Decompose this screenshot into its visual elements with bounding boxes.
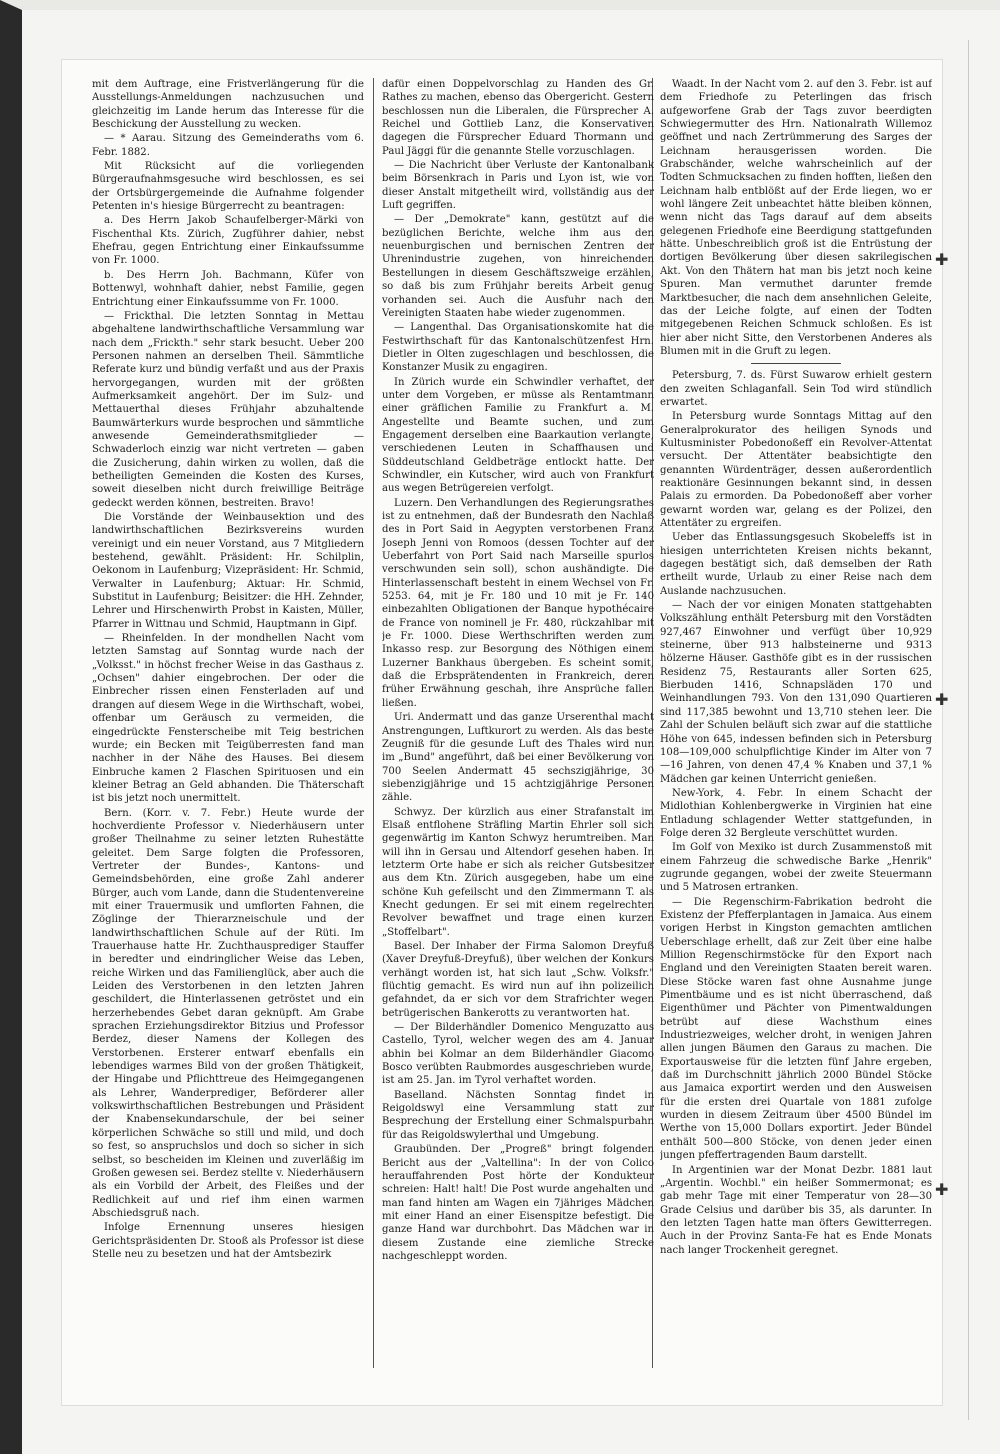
page-edge — [968, 40, 989, 1420]
section-divider — [751, 363, 841, 364]
article-paragraph: In Zürich wurde ein Schwindler verhaftet, der unter dem Vorgeben, er müsse als Rentamtmann einer gräflichen Familie zu Frankfurt a. M. Angestellte und Beamte suchen, und zum Engagement derselben eine Baarkaution verlangte, verschiedenen Leuten in Schaffhausen und Süddeutschland Geldbeträge entlockt hatte. Der Schwindler, ein Kutscher, wird auch von Frankfurt aus wegen Betrügereien verfolgt. — [382, 376, 654, 495]
article-paragraph: dafür einen Doppelvorschlag zu Handen des Gr. Rathes zu machen, ebenso das Obergericht. Gestern beschlossen nun die Liberalen, die Fürsprecher A. Reichel und Gottlieb Lanz, die Konservativen dagegen die Fürsprecher Eduard Thormann und Paul Jäggi für die genannte Stelle vorzuschlagen. — [382, 79, 654, 157]
article-paragraph: In Petersburg wurde Sonntags Mittag auf den Generalprokurator des heiligen Synods und Kultusminister Pobedonoßeff ein Revolver-Attentat versucht. Der Attentäter beabsichtigte den genannten Würdenträger, dessen außerordentlich reaktionäre Gesinnungen bekannt sind, in dessen Palais zu ermorden. Da Pobedonoßeff aber vorher gewarnt worden war, gelang es der Polizei, den Attentäter zu ergreifen. — [660, 411, 932, 529]
article-paragraph: Bern. (Korr. v. 7. Febr.) Heute wurde der hochverdiente Professor v. Niederhäusern unter großer Theilnahme zu seiner letzten Ruhestätte geleitet. Dem Sarge folgten die Professoren, Vertreter der Bundes-, Kantons- und Gemeindsbehörden, eine große Zahl anderer Bürger, auch vom Lande, dann die Studentenvereine mit einer Trauermusik und umflorten Fahnen, die Zöglinge der Thierarzneischule und der landwirthschaftlichen Schule auf der Rüti. Im Trauerhause hatte Hr. Zuchthausprediger Stauffer in beredter und eindringlicher Weise das Leben, reiche Wirken und das Familienglück, aber auch die Leiden des Verstorbenen in den letzten Jahren geschildert, die Hinterlassenen getröstet und ein herzerhebendes Gebet daran geknüpft. Am Grabe sprachen Erziehungsdirektor Bitzius und Professor Berdez, dieser Namens der Kollegen des Verstorbenen. Ersterer entwarf ebenfalls ein lebendiges warmes Bild von der großen Thätigkeit, der Hingabe und Pflichttreue des Heimgegangenen als Lehrer, Wanderprediger, Beförderer aller volkswirthschaftlichen Bestrebungen und Präsident der Knabensekundarschule, der bei seiner körperlichen Schwäche so still und mild, und doch so fest, so anspruchslos und doch so sicher in sich selbst, so bescheiden im Kleinen und zuverläßig im Großen gewesen sei. Berdez stellte v. Niederhäusern als ein Vorbild der Arbeit, des Fleißes und der Redlichkeit auf und rief ihm einen warmen Abschiedsgruß nach. — [92, 807, 364, 1219]
newspaper-page — [62, 60, 942, 1405]
article-paragraph: — Der „Demokrate" kann, gestützt auf die bezüglichen Berichte, welche ihm aus den neuenburgischen und bernischen Zentren der Uhrenindustrie zugehen, von hinreichenden Bestellungen in diesem Geschäftszweige erzählen, so daß bis zum Frühjahr bereits Arbeit genug vorhanden sei. Auch die Ausfuhr nach den Vereinigten Staaten habe wieder zugenommen. — [382, 214, 654, 319]
article-paragraph: Luzern. Den Verhandlungen des Regierungsrathes ist zu entnehmen, daß der Bundesrath den Nachlaß des in Port Said in Aegypten verstorbenen Franz Joseph Jenni von Romoos (dessen Tochter auf der Ueberfahrt von Port Said nach Marseille spurlos verschwunden sein soll), schon aushändigte. Die Hinterlassenschaft besteht in einem Wechsel von Fr. 5253. 64, mit je Fr. 180 und 10 mit je Fr. 140 einbezahlten Obligationen der Banque hypothécaire de France von nominell je Fr. 480, rückzahlbar mit je Fr. 1000. Diese Werthschriften werden zum Inkasso resp. zur Besorgung des Nöthigen einem Luzerner Bankhaus übergeben. Es scheint somit, daß die Erbsprätendenten in Frankreich, deren früher Erwähnung geschah, ihre Ansprüche fallen ließen. — [382, 497, 654, 709]
column-3 — [660, 78, 932, 1378]
article-paragraph: — Der Bilderhändler Domenico Menguzatto aus Castello, Tyrol, welcher wegen des am 4. Januar abhin bei Kolmar an dem Bilderhändler Giacomo Bosco verübten Raubmordes ausgeschrieben wurde, ist am 25. Jan. im Tyrol verhaftet worden. — [382, 1022, 654, 1087]
article-paragraph: — Frickthal. Die letzten Sonntag in Mettau abgehaltene landwirthschaftliche Versammlung war nach dem „Frickth." sehr stark besucht. Ueber 200 Personen nahmen an derselben Theil. Sämmtliche Referate kurz und bündig verfaßt und aus der Praxis hervorgegangen, wurden mit der größten Aufmerksamkeit angehört. Der im Sulz- und Mettauerthal dieses Frühjahr abzuhaltende Baumwärterkurs wurde besprochen und sämmtliche anwesende Gemeinderathsmitglieder — Schwaderloch einzig war nicht vertreten — gaben die Zusicherung, dahin wirken zu wollen, daß die betheiligten Gemeinden die Kosten des Kurses, soweit dieselben nicht durch freiwillige Beiträge gedeckt werden können, bestreiten. Bravo! — [92, 310, 364, 509]
column-2 — [382, 78, 654, 1378]
article-paragraph: In Argentinien war der Monat Dezbr. 1881 laut „Argentin. Wochbl." ein heißer Sommermonat; es gab mehr Tage mit einer Temperatur von 28—30 Grade Celsius und darüber bis 35, als darunter. In den letzten Tagen hatte man öfters Gewitterregen. Auch in der Provinz Santa-Fe hat es Ende Monats nach langer Trockenheit geregnet. — [660, 1164, 932, 1256]
article-paragraph: Uri. Andermatt und das ganze Urserenthal macht Anstrengungen, Luftkurort zu werden. Als das beste Zeugniß für die gesunde Luft des Thales wird nun im „Bund" angeführt, daß bei einer Bevölkerung von 700 Seelen Andermatt 45 sechszigjährige, 30 siebenzigjährige und 15 achtzigjährige Personen zähle. — [382, 712, 654, 804]
article-paragraph: Ueber das Entlassungsgesuch Skobeleffs ist in hiesigen unterrichteten Kreisen nichts bekannt, dagegen bestätigt sich, daß demselben der Rath ertheilt wurde, Urlaub zu einer Reise nach dem Auslande nachzusuchen. — [660, 532, 932, 597]
article-paragraph: — Rheinfelden. In der mondhellen Nacht vom letzten Samstag auf Sonntag wurde nach der „Volksst." in höchst frecher Weise in das Gasthaus z. „Ochsen" dahier eingebrochen. Der oder die Einbrecher rissen einen Fensterladen auf und drangen auf diesem Wege in die Wirthschaft, wobei, offenbar um Geräusch zu vermeiden, die eingedrückte Fensterscheibe mit Teig bestrichen wurde; ein Becken mit Teigüberresten fand man nachher in der Nähe des Hauses. Bei diesem Einbruche kamen 2 Flaschen Spirituosen und ein kleiner Betrag an Geld abhanden. Die Thäterschaft ist bis jetzt noch unermittelt. — [92, 633, 364, 805]
article-paragraph: Im Golf von Mexiko ist durch Zusammenstoß mit einem Fahrzeug die schwedische Barke „Henrik" zugrunde gegangen, wobei der zweite Steuermann und 5 Matrosen ertranken. — [660, 842, 932, 894]
article-paragraph: Mit Rücksicht auf die vorliegenden Bürgeraufnahmsgesuche wird beschlossen, es sei der Ortsbürgergemeinde die Aufnahme folgender Petenten in's hiesige Bürgerrecht zu beantragen: — [92, 161, 364, 213]
article-paragraph: Waadt. In der Nacht vom 2. auf den 3. Febr. ist auf dem Friedhofe zu Peterlingen das frisch aufgeworfene Grab der Tags zuvor beerdigten Schwiegermutter des Hrn. Nationalrath Willemoz geöffnet und nach Zertrümmerung des Sarges der Leichnam herausgerissen worden. Die Grabschänder, welche wahrscheinlich auf der Todten Schmucksachen zu finden hofften, ließen den Leichnam halb entblößt auf der Erde liegen, wo er wohl längere Zeit unbeachtet hätte bleiben können, wenn nicht das Tags darauf auf dem abseits gelegenen Friedhofe eine Beerdigung stattgefunden hätte. Unbeschreiblich groß ist die Entrüstung der dortigen Bevölkerung über diesen sakrilegischen Akt. Von den Thätern hat man bis jetzt noch keine Spuren. Man vermuthet darunter fremde Marktbesucher, die nach dem ansehnlichen Geleite, das der Leiche folgte, auf einen der Todten mitgegebenen Reichen Schmuck schloßen. Es ist hier aber nicht Sitte, den Verstorbenen Anderes als Blumen mit in die Gruft zu legen. — [660, 79, 932, 357]
registration-mark-icon: ✚ — [935, 250, 949, 269]
article-paragraph: Die Vorstände der Weinbausektion und des landwirthschaftlichen Bezirksvereins wurden vereinigt und ein neuer Vorstand, aus 7 Mitgliedern bestehend, gewählt. Präsident: Hr. Schilplin, Oekonom in Laufenburg; Vizepräsident: Hr. Schmid, Verwalter in Laufenburg; Aktuar: Hr. Schmid, Substitut in Laufenburg; Beisitzer: die HH. Zehnder, Lehrer und Hirschenwirth Probst in Kaisten, Müller, Pfarrer in Wittnau und Schmid, Hauptmann in Gipf. — [92, 512, 364, 630]
article-paragraph: Basel. Der Inhaber der Firma Salomon Dreyfuß (Xaver Dreyfuß-Dreyfuß), über welchen der Konkurs verhängt worden ist, hat sich laut „Schw. Volksfr." flüchtig gemacht. Es wird nun auf ihn polizeilich gefahndet, da er sich vor dem Strafrichter wegen betrügerischen Bankerotts zu verantworten hat. — [382, 941, 654, 1019]
article-paragraph: — * Aarau. Sitzung des Gemeinderaths vom 6. Febr. 1882. — [92, 133, 364, 158]
article-paragraph: — Langenthal. Das Organisationskomite hat die Festwirthschaft für das Kantonalschützenfest Hrn. Dietler in Olten zugeschlagen und beschlossen, die Konstanzer Musik zu engagiren. — [382, 322, 654, 374]
article-paragraph: New-York, 4. Febr. In einem Schacht der Midlothian Kohlenbergwerke in Virginien hat eine Entladung schlagender Wetter stattgefunden, in Folge deren 32 Bergleute verschüttet wurden. — [660, 787, 932, 839]
registration-mark-icon: ✚ — [935, 690, 949, 709]
article-paragraph: — Nach der vor einigen Monaten stattgehabten Volkszählung enthält Petersburg mit den Vorstädten 927,467 Einwohner und verfügt über 10,929 steinerne, über 913 halbsteinerne und 9313 hölzerne Häuser. Gasthöfe gibt es in der russischen Residenz 75, Restaurants aller Sorten 625, Bierbuden 1416, Schnapsläden 170 und Weinhandlungen 793. Von den 131,090 Quartieren sind 117,385 bewohnt und 13,710 stehen leer. Die Zahl der Schulen beläuft sich zwar auf die stattliche Höhe von 645, indessen befinden sich in Petersburg 108—109,000 schulpflichtige Kinder im Alter von 7—16 Jahren, von denen 47,4 % Knaben und 37,1 % Mädchen gar keinen Unterricht genießen. — [660, 600, 932, 785]
article-paragraph: Baselland. Nächsten Sonntag findet in Reigoldswyl eine Versammlung statt zur Besprechung der Erstellung einer Schmalspurbahn für das Reigoldswylerthal und Umgebung. — [382, 1089, 654, 1141]
column-rule — [373, 78, 374, 1368]
article-paragraph: Petersburg, 7. ds. Fürst Suwarow erhielt gestern den zweiten Schlaganfall. Sein Tod wird stündlich erwartet. — [660, 370, 932, 408]
registration-mark-icon: ✚ — [935, 1180, 949, 1199]
article-paragraph: Graubünden. Der „Progreß" bringt folgenden Bericht aus der „Valtellina": In der von Colico herauffahrenden Post hörte der Kondukteur schreien: Halt! halt! Die Post wurde angehalten und man fand hinten am Wagen ein 7jähriges Mädchen mit einer Hand an einer Eisenspitze befestigt. Die ganze Hand war durchbohrt. Das Mädchen war in diesem Zustande eine ziemliche Strecke nachgeschleppt worden. — [382, 1144, 654, 1262]
article-paragraph: — Die Regenschirm-Fabrikation bedroht die Existenz der Pfefferplantagen in Jamaica. Aus einem vorigen Herbst in Kingston gemachten amtlichen Ueberschlage erhellt, daß zur Zeit über eine halbe Million Regenschirmstöcke für den Export nach England und den Vereinigten Staaten bereit waren. Diese Stöcke waren fast ohne Ausnahme junge Pimentbäume und es ist nicht überraschend, daß Eigenthümer und Pächter von Pimentwaldungen betrübt auf diese Wachsthum eines Industriezweiges, welcher droht, in wenigen Jahren allen jungen Bäumen den Garaus zu machen. Die Exportausweise für die letzten fünf Jahre ergeben, daß im Durchschnitt jährlich 2000 Bündel Stöcke aus Jamaica exportirt werden und den Ausweisen für die ersten drei Quartale von 1881 zufolge wurden in diesem Zeitraum über 4500 Bündel im Werthe von 15,000 Dollars exportirt. Jeder Bündel enthält 500—800 Stöcke, von denen jeder einen jungen pfeffertragenden Baum darstellt. — [660, 896, 932, 1162]
article-paragraph: b. Des Herrn Joh. Bachmann, Küfer von Bottenwyl, wohnhaft dahier, nebst Familie, gegen Entrichtung einer Einkaufssumme von Fr. 1000. — [92, 269, 364, 308]
article-paragraph: Infolge Ernennung unseres hiesigen Gerichtspräsidenten Dr. Stooß als Professor ist diese Stelle neu zu besetzen und hat der Amtsbezirk — [92, 1222, 364, 1260]
column-1 — [92, 78, 364, 1378]
article-paragraph: mit dem Auftrage, eine Fristverlängerung für die Ausstellungs-Anmeldungen nachzusuchen und gleichzeitig im Lande herum das Interesse für die Beschickung der Ausstellung zu wecken. — [92, 79, 364, 131]
article-paragraph: a. Des Herrn Jakob Schaufelberger-Märki von Fischenthal Kts. Zürich, Zugführer dahier, nebst Ehefrau, gegen Entrichtung einer Einkaufssumme von Fr. 1000. — [92, 215, 364, 267]
article-paragraph: — Die Nachricht über Verluste der Kantonalbank beim Börsenkrach in Paris und Lyon ist, wie von dieser Anstalt mitgetheilt wird, vollständig aus der Luft gegriffen. — [382, 160, 654, 212]
article-paragraph: Schwyz. Der kürzlich aus einer Strafanstalt im Elsaß entflohene Sträfling Martin Ehrler soll sich gegenwärtig im Kanton Schwyz herumtreiben. Man will ihn in Gersau und Altendorf gesehen haben. In letzterm Orte habe er sich als reicher Gutsbesitzer aus dem Ktn. Zürich ausgegeben, habe um eine schöne Kuh gefeilscht und den Zimmermann T. als Knecht gedungen. Er sei mit einem regelrechten Revolver bewaffnet und trage einen kurzen „Stoffelbart". — [382, 806, 654, 938]
